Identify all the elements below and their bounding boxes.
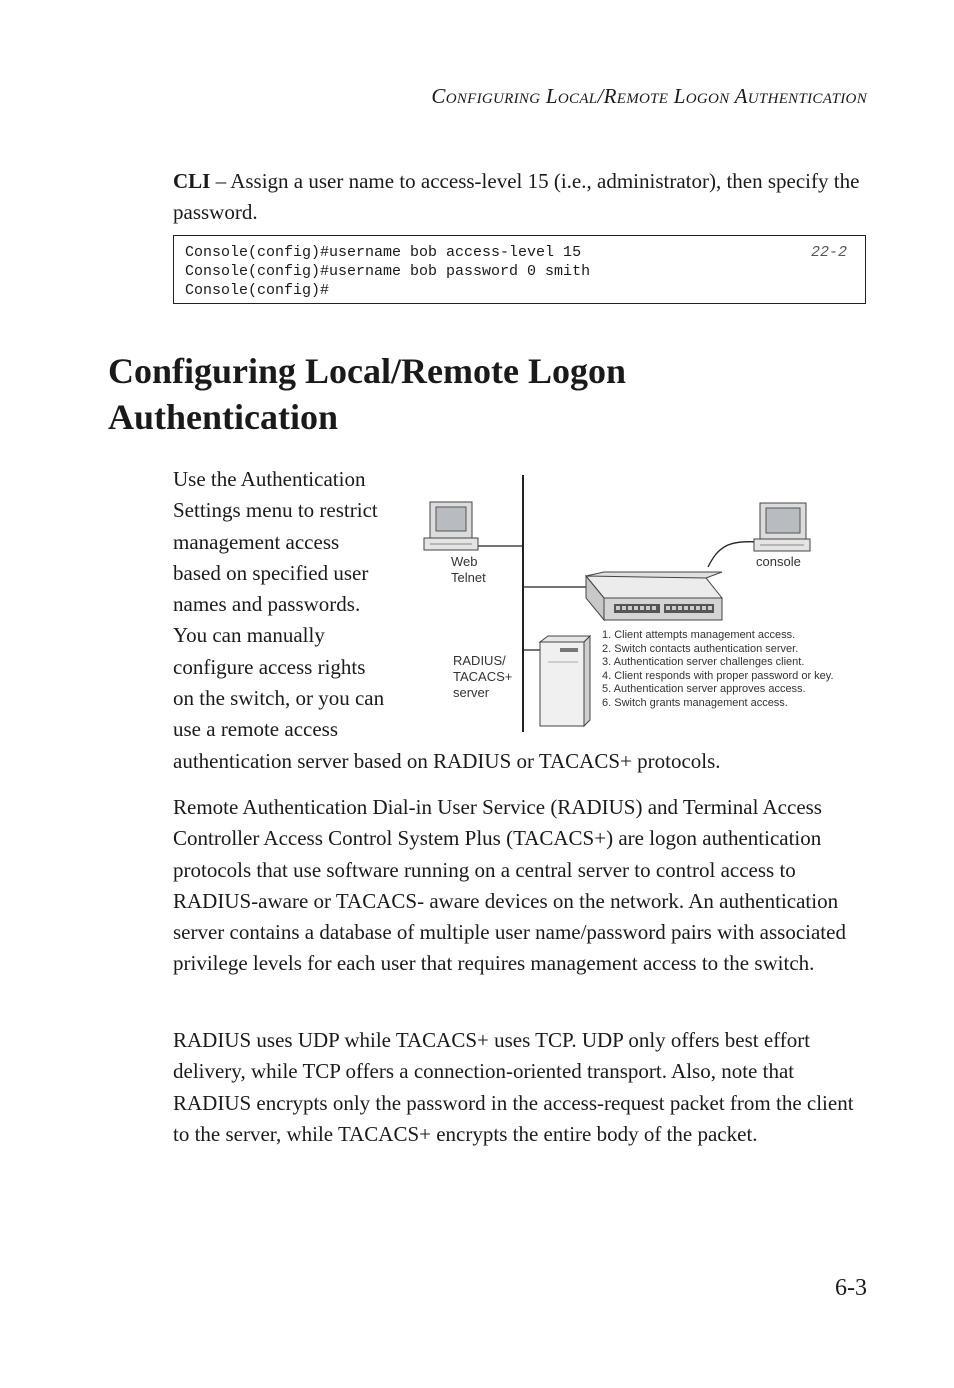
diagram-step: 6. Switch grants management access. [602,697,788,709]
server-label-3: server [453,685,490,700]
code-line: Console(config)#username bob access-level 15 22-2 [185,244,847,261]
diagram-step: 1. Client attempts management access. [602,629,796,641]
intro-wrapped-text: Use the Authentication Settings menu to restrict management access based on specified user names and passwords. You can manually configure access rights on the switch, or you can use a remote access authentication server based on RADIUS or TACACS+ protocols. [173,464,413,777]
server-label-2: TACACS+ [453,669,513,684]
cli-label: CLI [173,169,211,193]
udp-tcp-paragraph: RADIUS uses UDP while TACACS+ uses TCP. UDP only offers best effort delivery, while TCP offers a connection-oriented transport. Also, note that RADIUS encrypts only the password in the access-request packet from the client to the server, while TACACS+ encrypts the entire body of the packet. [173,1028,854,1146]
server-label-1: RADIUS/ [453,653,506,668]
switch-icon [586,572,722,620]
diagram-step: 3. Authentication server challenges client. [602,656,805,668]
code-block [173,235,866,304]
authentication-diagram [418,472,863,734]
code-line: Console(config)# [185,282,330,299]
web-telnet-computer-icon [424,502,478,550]
diagram-step: 2. Switch contacts authentication server. [602,643,799,655]
radius-server-icon [540,636,590,726]
radius-tacacs-paragraph: Remote Authentication Dial-in User Service (RADIUS) and Terminal Access Controller Access Control System Plus (TACACS+) are logon authentication protocols that use software running on a central server to control access to RADIUS-aware or TACACS- aware devices on the network. An authentication server contains a database of multiple user name/password pairs with associated privilege levels for each user that requires management access to the switch. [173,795,846,976]
intro-tail: authentication server based on RADIUS or TACACS+ protocols. [173,748,721,773]
code-reference: 22-2 [810,244,847,261]
web-label: Web [451,554,478,569]
running-header: CONFIGURING LOCAL/REMOTE LOGON AUTHENTICATION [431,84,867,108]
telnet-label: Telnet [451,570,486,585]
console-computer-icon [754,503,810,551]
page-number: 6-3 [835,1275,867,1301]
code-line: Console(config)#username bob password 0 smith [185,263,591,280]
cli-intro: CLI – Assign a user name to access-level 15 (i.e., administrator), then specify the password. [173,169,860,225]
section-title: Configuring Local/Remote Logon Authentication [108,351,626,437]
console-label: console [756,554,801,569]
diagram-step: 5. Authentication server approves access. [602,683,806,695]
diagram-step: 4. Client responds with proper password or key. [602,670,834,682]
